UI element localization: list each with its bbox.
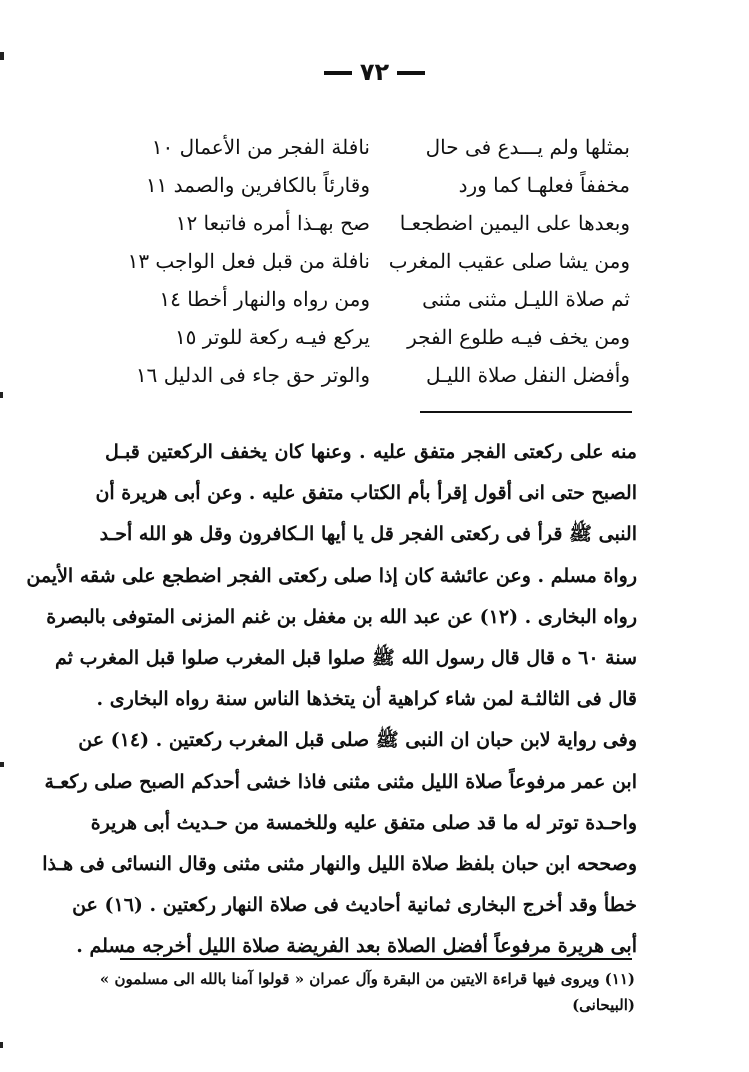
verse-row — [120, 166, 630, 204]
commentary-line: رواة مسلم . وعن عائشة كان إذا صلى ركعتى الفجر اضطجع على شقه الأيمن — [26, 564, 637, 587]
verse-second-hemistich: صح بهـذا أمره فاتبعا ١٢ — [175, 211, 370, 235]
commentary-line: واحـدة توتر له ما قد صلى متفق عليه وللخمسة من حـديث أبى هريرة — [90, 811, 637, 834]
verse-second-hemistich: ومن رواه والنهار أخطا ١٤ — [159, 287, 370, 311]
verse-first-hemistich: بمثلها ولم يـــدع فى حال — [425, 135, 630, 159]
verse-first-hemistich: مخففاً فعلهـا كما ورد — [458, 173, 630, 197]
verse-second-hemistich: وقارئاً بالكافرين والصمد ١١ — [145, 173, 370, 197]
verse-second-hemistich: نافلة من قبل فعل الواجب ١٣ — [127, 249, 370, 273]
commentary-line: خطأ وقد أخرج البخارى ثمانية أحاديث فى صلاة النهار ركعتين . (١٦) عن — [72, 894, 637, 917]
verse-row — [120, 356, 630, 394]
scan-edge-mark — [0, 762, 4, 767]
verse-second-hemistich: والوتر حق جاء فى الدليل ١٦ — [135, 363, 370, 387]
commentary-line: وفى رواية لابن حبان ان النبى ﷺ صلى قبل المغرب ركعتين . (١٤) عن — [78, 729, 637, 752]
verse-first-hemistich: وأفضل النفل صلاة الليـل — [426, 363, 630, 387]
page-number-dash-left — [324, 71, 352, 75]
verse-first-hemistich: ومن يخف فيـه طلوع الفجر — [407, 325, 630, 349]
scan-edge-mark — [0, 392, 3, 398]
footnote-divider — [120, 958, 632, 960]
footnote-line: (البيحانى) — [572, 996, 635, 1014]
commentary-line: النبى ﷺ قرأ فى ركعتى الفجر قل يا أيها الـكافرون وقل هو الله أحـد — [99, 523, 637, 546]
page-number-dash-right — [397, 71, 425, 75]
footnotes — [99, 966, 635, 1018]
page-number — [0, 58, 749, 86]
commentary-line: أبى هريرة مرفوعاً أفضل الصلاة بعد الفريضة صلاة الليل أخرجه مسلم . — [76, 935, 637, 958]
verse-first-hemistich: ثم صلاة الليـل مثنى مثنى — [422, 287, 630, 311]
section-divider — [420, 411, 632, 413]
commentary-line: رواه البخارى . (١٢) عن عبد الله بن مغفل بن غنم المزنى المتوفى بالبصرة — [46, 605, 637, 628]
verse-row — [120, 204, 630, 242]
poem-verses — [120, 128, 630, 394]
verse-second-hemistich: نافلة الفجر من الأعمال ١٠ — [151, 135, 370, 159]
verse-row — [120, 318, 630, 356]
verse-first-hemistich: وبعدها على اليمين اضطجعـا — [399, 211, 630, 235]
page-number-text: ٧٢ — [359, 58, 390, 86]
commentary-line: قال فى الثالثـة لمن شاء كراهية أن يتخذها الناس سنة رواه البخارى . — [96, 688, 637, 711]
verse-row — [120, 242, 630, 280]
commentary-line: ابن عمر مرفوعاً صلاة الليل مثنى مثنى فاذا خشى أحدكم الصبح صلى ركعـة — [44, 770, 637, 793]
verse-row — [120, 280, 630, 318]
commentary-line: سنة ٦٠ ه قال قال رسول الله ﷺ صلوا قبل المغرب صلوا قبل المغرب ثم — [55, 646, 637, 669]
commentary-text — [26, 432, 637, 967]
commentary-line: الصبح حتى انى أقول إقرأ بأم الكتاب متفق عليه . وعن أبى هريرة أن — [95, 482, 637, 505]
footnote-line: (١١) ويروى فيها قراءة الايتين من البقرة وآل عمران « قولوا آمنا بالله الى مسلمون » — [99, 970, 635, 988]
verse-row — [120, 128, 630, 166]
commentary-line: وصححه ابن حبان بلفظ صلاة الليل والنهار مثنى مثنى وقال النسائى فى هـذا — [42, 852, 637, 875]
verse-first-hemistich: ومن يشا صلى عقيب المغرب — [388, 249, 630, 273]
scan-edge-mark — [0, 1042, 3, 1048]
verse-second-hemistich: يركع فيـه ركعة للوتر ١٥ — [174, 325, 370, 349]
commentary-line: منه على ركعتى الفجر متفق عليه . وعنها كان يخفف الركعتين قبـل — [105, 441, 637, 463]
